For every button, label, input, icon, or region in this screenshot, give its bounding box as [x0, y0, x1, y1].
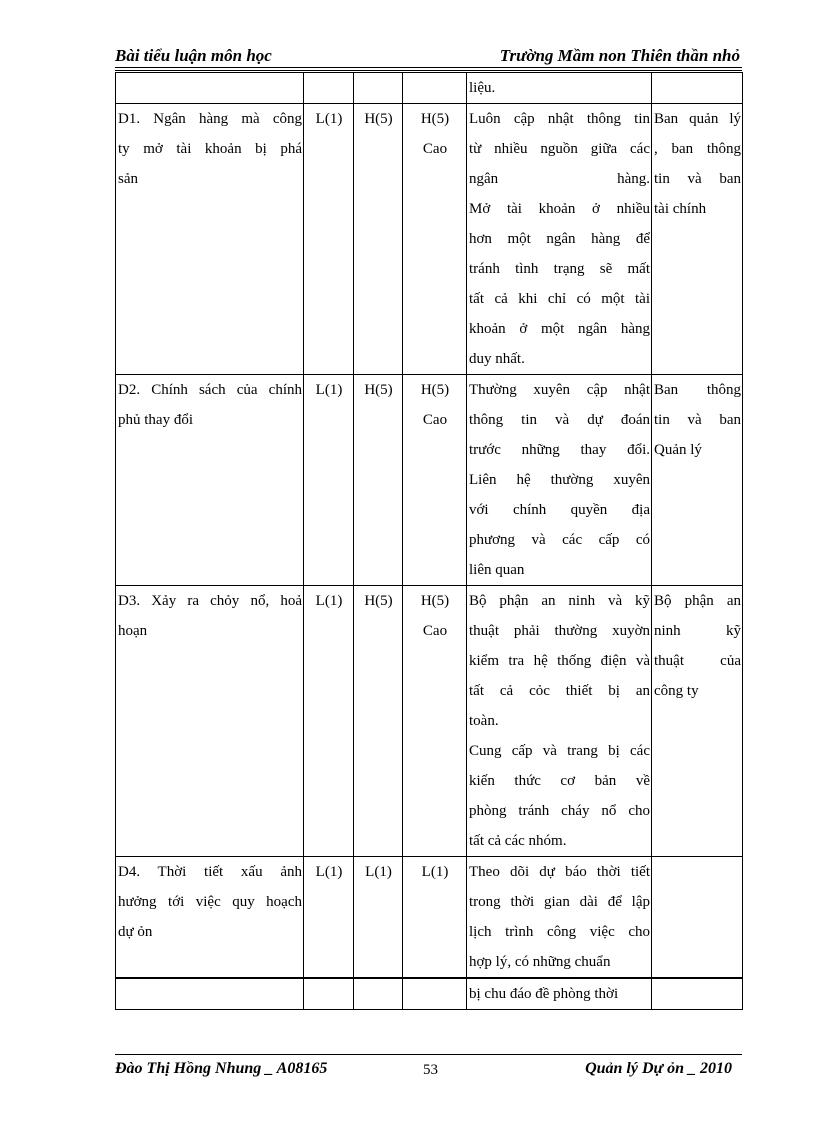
table-row — [116, 857, 743, 979]
mitigation-cell: Thường xuyên cập nhật thông tin và dự đoán trước những thay đổi. Liên hệ thường xuyên với chính quyền địa phương và các cấp có liên quan — [467, 375, 652, 586]
impact-cell: L(1) — [354, 857, 403, 979]
footer-author: Đào Thị Hồng Nhung _ A08165 — [115, 1060, 328, 1077]
risk-table — [115, 72, 743, 1010]
header-school-name: Trường Mầm non Thiên thần nhỏ — [499, 46, 740, 65]
impact-cell: H(5) — [354, 586, 403, 857]
responsible-cell: Bộ phận an ninh kỹ thuật của công ty — [652, 586, 743, 857]
table-row — [116, 586, 743, 857]
mitigation-cell: Theo dõi dự báo thời tiết trong thời gian dài để lập lịch trình công việc cho hợp lý, có những chuẩn — [467, 857, 652, 979]
risk-level-cell: H(5) Cao — [403, 104, 467, 375]
risk-description-cell: D4. Thời tiết xấu ảnh hưởng tới việc quy hoạch dự ỏn — [116, 857, 304, 979]
risk-description-cell: D2. Chính sách của chính phủ thay đổi — [116, 375, 304, 586]
footer-rule — [115, 1054, 742, 1055]
likelihood-cell: L(1) — [304, 104, 354, 375]
impact-cell: H(5) — [354, 104, 403, 375]
responsible-cell: Ban thông tin và ban Quản lý — [652, 375, 743, 586]
page-footer — [115, 1058, 742, 1080]
header-course-title: Bài tiểu luận môn học — [115, 46, 272, 65]
risk-description-cell: D3. Xảy ra chỏy nổ, hoả hoạn — [116, 586, 304, 857]
impact-cell: H(5) — [354, 375, 403, 586]
risk-level-word: Cao — [422, 141, 448, 157]
risk-level-cell: L(1) — [403, 857, 467, 979]
risk-level-word: Cao — [422, 623, 448, 639]
mitigation-cell: Bộ phận an ninh và kỹ thuật phải thường xuyờn kiểm tra hệ thống điện và tất cả cỏc thiết bị an toàn. Cung cấp và trang bị các kiến thức cơ bản về phòng tránh cháy nổ cho tất cả các nhóm. — [467, 586, 652, 857]
risk-level-cell: H(5) Cao — [403, 375, 467, 586]
risk-level-cell: H(5) Cao — [403, 586, 467, 857]
table-row-tail — [116, 978, 743, 1010]
likelihood-cell: L(1) — [304, 375, 354, 586]
table-row-continuation — [116, 73, 743, 104]
page-header — [115, 46, 740, 66]
table-row — [116, 375, 743, 586]
mitigation-cell: Luôn cập nhật thông tin từ nhiều nguồn giữa các ngân hàng. Mở tài khoản ở nhiều hơn một ngân hàng để tránh tình trạng sẽ mất tất cả khi chỉ có một tài khoản ở một ngân hàng duy nhất. — [467, 104, 652, 375]
header-rule — [115, 67, 742, 68]
risk-level-word: Cao — [422, 412, 448, 428]
responsible-cell — [652, 857, 743, 979]
likelihood-cell: L(1) — [304, 586, 354, 857]
header-rule-2 — [115, 70, 742, 71]
mitigation-cell: liệu. — [467, 73, 652, 104]
table-row — [116, 104, 743, 375]
responsible-cell: Ban quản lý , ban thông tin và ban tài chính — [652, 104, 743, 375]
mitigation-cell: bị chu đáo đề phòng thời — [467, 978, 652, 1010]
footer-subject: Quản lý Dự ỏn _ 2010 — [585, 1060, 732, 1077]
page-number: 53 — [423, 1062, 438, 1078]
risk-description-cell: D1. Ngân hàng mà công ty mở tài khoản bị phá sản — [116, 104, 304, 375]
likelihood-cell: L(1) — [304, 857, 354, 979]
